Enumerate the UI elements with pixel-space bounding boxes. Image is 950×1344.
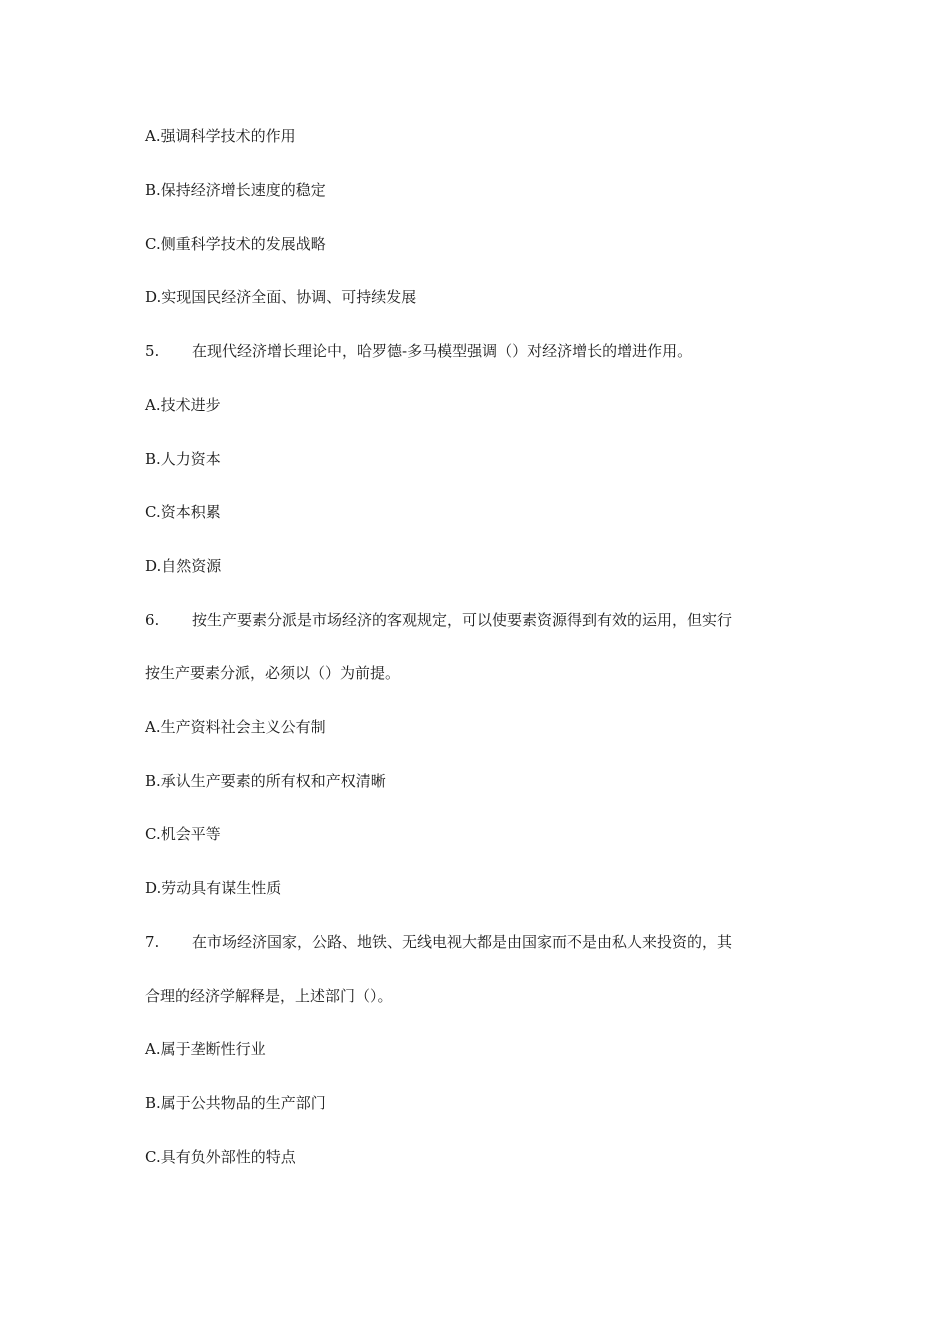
q7-option-b: B.属于公共物品的生产部门: [145, 1094, 326, 1112]
q5-option-c: C.资本积累: [145, 503, 221, 521]
q4-option-b: B.保持经济增长速度的稳定: [145, 181, 326, 199]
q6-stem-line1: [145, 610, 732, 630]
q6-text-line1: 按生产要素分派是市场经济的客观规定，可以使要素资源得到有效的运用，但实行: [192, 611, 733, 629]
q4-option-c: C.侧重科学技术的发展战略: [145, 235, 326, 253]
q4-option-d: D.实现国民经济全面、协调、可持续发展: [145, 288, 417, 306]
q7-option-a: A.属于垄断性行业: [145, 1040, 266, 1058]
q7-option-c: C.具有负外部性的特点: [145, 1148, 296, 1166]
q7-number: 7.: [145, 933, 160, 951]
q5-option-d: D.自然资源: [145, 557, 222, 575]
q7-text-line1: 在市场经济国家，公路、地铁、无线电视大都是由国家而不是由私人来投资的，其: [192, 933, 733, 951]
q4-option-a: A.强调科学技术的作用: [145, 127, 296, 145]
q6-option-a: A.生产资料社会主义公有制: [145, 718, 326, 736]
q5-text: 在现代经济增长理论中，哈罗德-多马模型强调（）对经济增长的增进作用。: [192, 342, 693, 360]
q7-stem-line1: [145, 932, 732, 952]
q5-option-a: A.技术进步: [145, 396, 221, 414]
q6-stem-line2: 按生产要素分派，必须以（）为前提。: [145, 664, 401, 682]
q7-stem-line2: 合理的经济学解释是，上述部门（）。: [145, 987, 393, 1005]
q6-option-b: B.承认生产要素的所有权和产权清晰: [145, 772, 386, 790]
q5-number: 5.: [145, 342, 160, 360]
q5-stem: [145, 341, 692, 361]
q6-option-d: D.劳动具有谋生性质: [145, 879, 282, 897]
q6-option-c: C.机会平等: [145, 825, 221, 843]
q6-number: 6.: [145, 611, 160, 629]
q5-option-b: B.人力资本: [145, 450, 221, 468]
